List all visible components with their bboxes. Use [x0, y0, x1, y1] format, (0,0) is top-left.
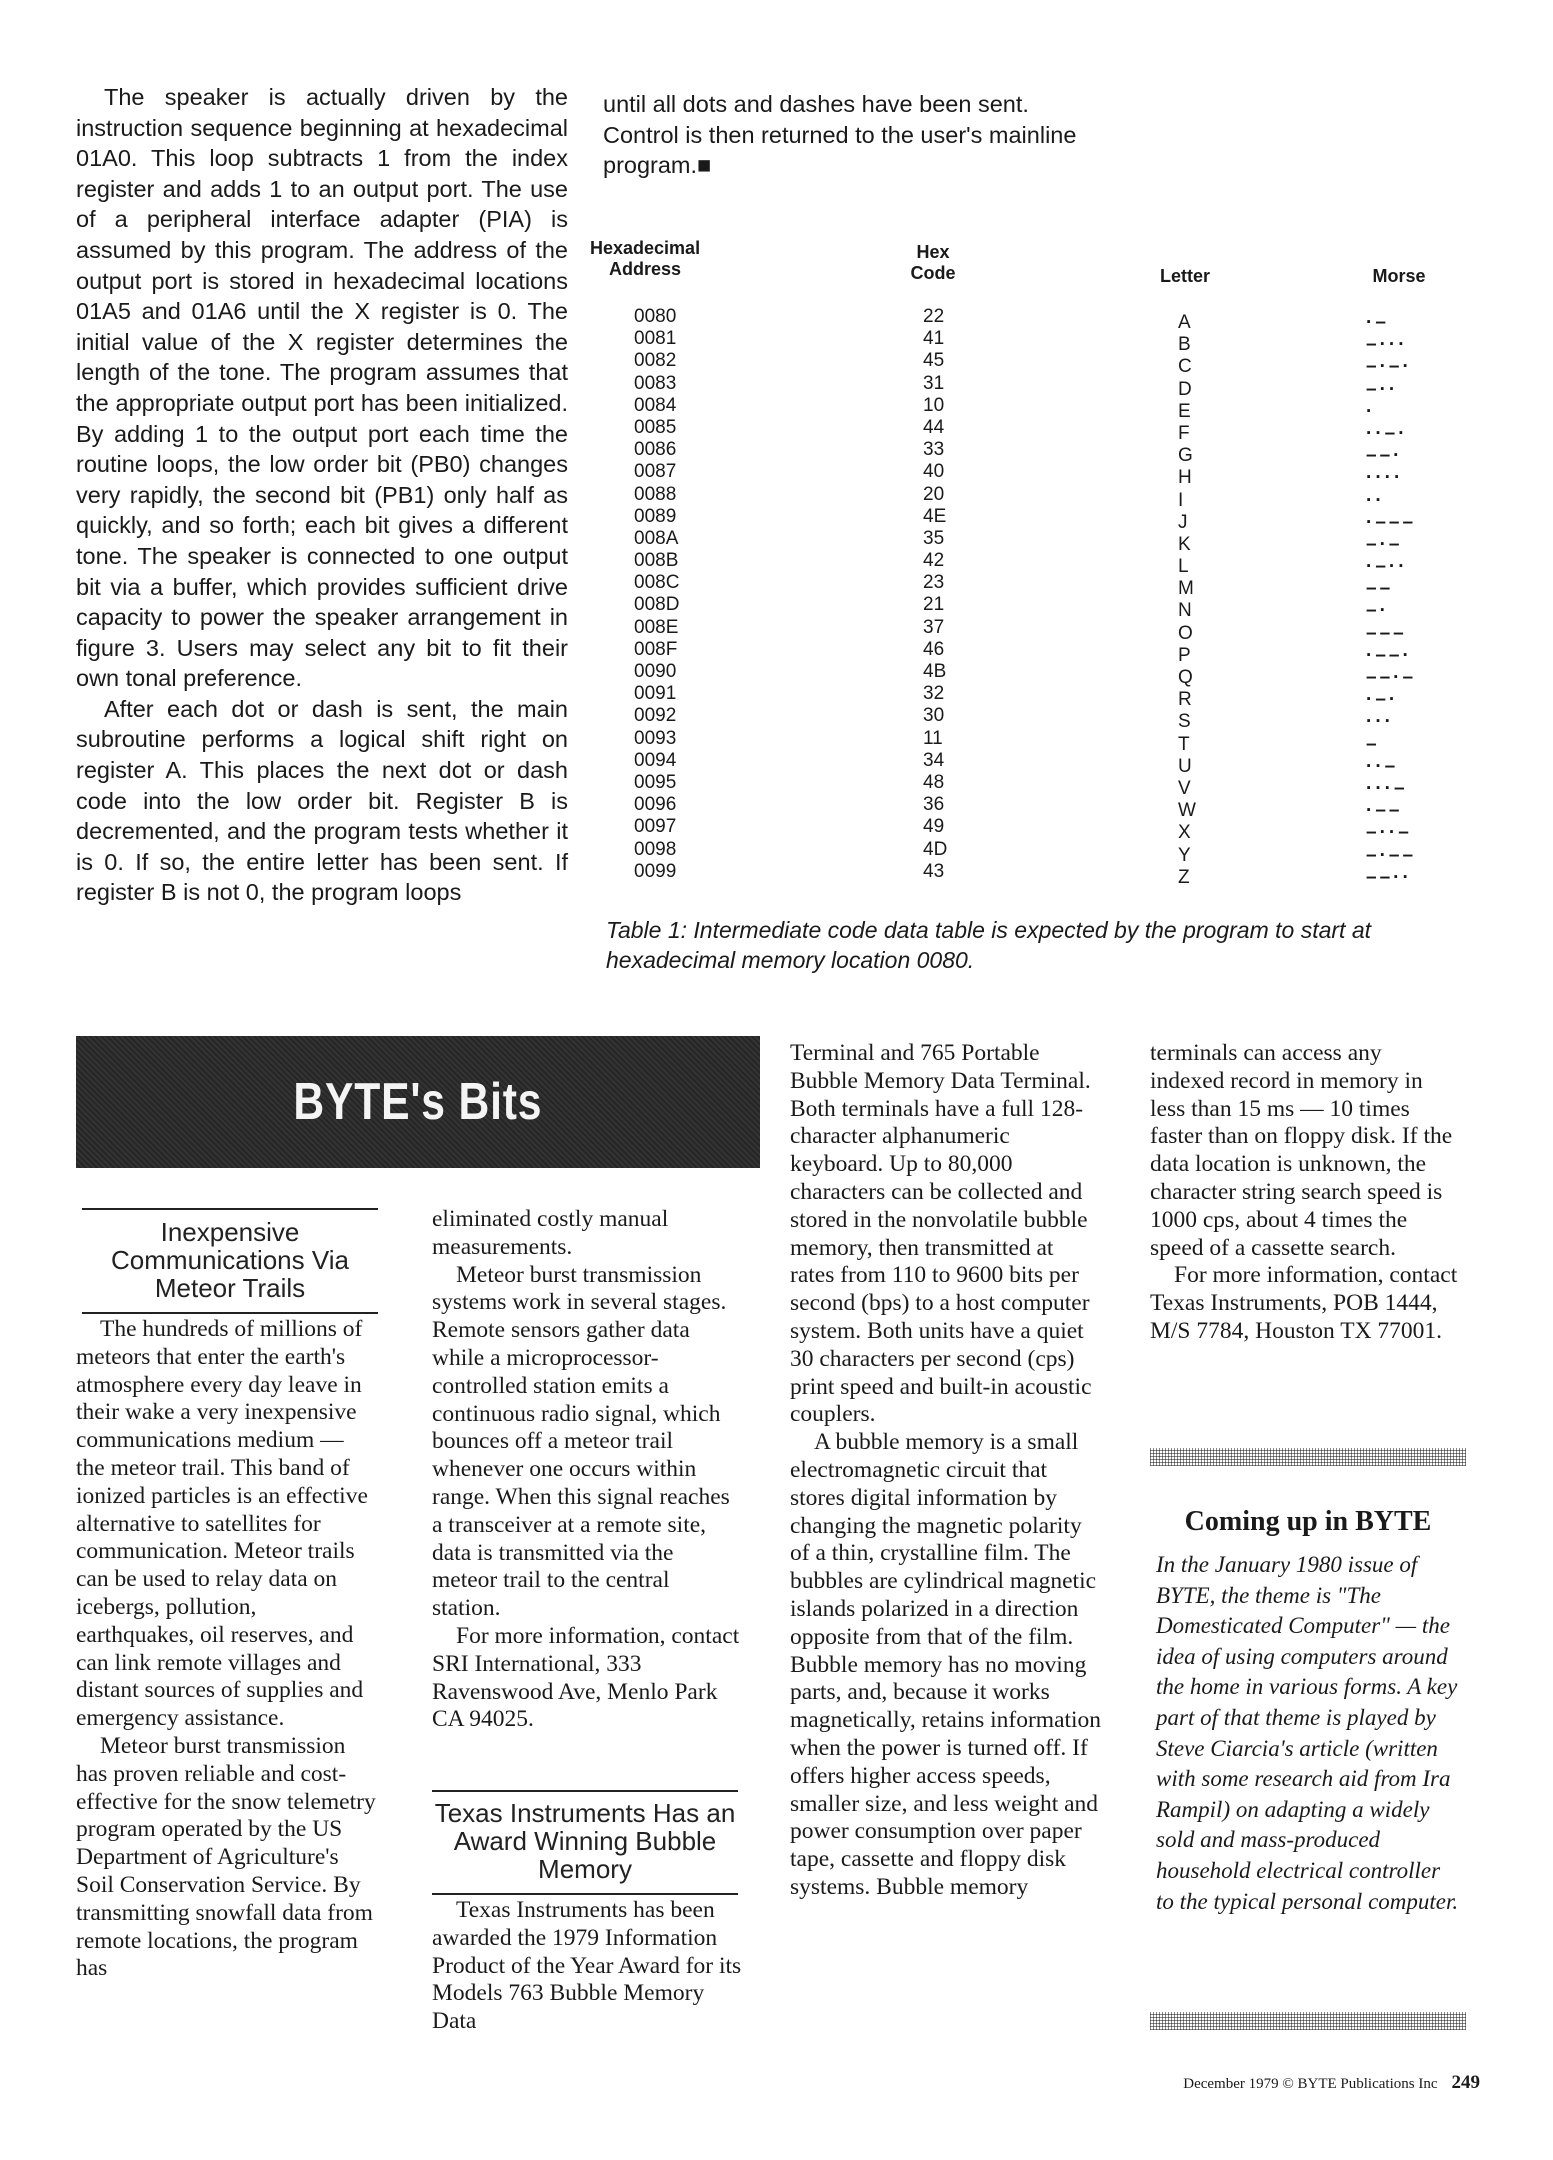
- coming-up-body: In the January 1980 issue of BYTE, the theme is "The Domesticated Computer" — the idea of using computers around the home in various forms. A key part of that theme is played by Steve Ciarcia's article (written with some research aid from Ira Rampil) on adapting a widely sold and mass-produced household electrical controller to the typical personal computer.: [1156, 1552, 1459, 1914]
- paragraph: A bubble memory is a small electromagnetic circuit that stores digital information by changing the magnetic polarity of a thin, crystalline film. The bubbles are cylindrical magnetic islands polarized in a direction opposite from that of the film. Bubble memory has no moving parts, and, because it works magnetically, retains information when the power is turned off. If offers higher access speeds, smaller size, and less weight and power consumption over paper tape, cassette and floppy disk systems. Bubble memory: [790, 1429, 1102, 1900]
- table-cell: 42: [923, 550, 945, 572]
- paragraph: Meteor burst transmission systems work in several stages. Remote sensors gather data while a microprocessor-controlled station emits a continuous radio signal, which bounces off a meteor trail whenever one occurs within range. When this signal reaches a transceiver at a remote site, data is transmitted via the meteor trail to the central station.: [432, 1261, 730, 1622]
- table-cell: 44: [923, 416, 945, 438]
- table-cell: E: [1178, 400, 1191, 422]
- table-cell: 33: [923, 439, 945, 461]
- table-cell: 30: [923, 705, 945, 727]
- table-cell: –···: [1366, 334, 1408, 356]
- article-column-2b: [432, 1897, 742, 2036]
- table-cell: 23: [923, 572, 945, 594]
- banner-title: BYTE's Bits: [293, 1073, 543, 1131]
- table-cell: T: [1178, 733, 1190, 755]
- table-cell: 008F: [634, 638, 678, 660]
- table-cell: 008E: [634, 616, 679, 638]
- table-cell: 45: [923, 350, 945, 372]
- table-cell: 0095: [634, 771, 677, 793]
- page-footer: [1100, 2072, 1480, 2094]
- table-cell: J: [1178, 511, 1188, 533]
- table-cell: 49: [923, 816, 945, 838]
- table-header-hex: Hex Code: [910, 242, 956, 283]
- paragraph: terminals can access any indexed record in memory in less than 15 ms — 10 times faster than on floppy disk. If the data location is unknown, the character string search speed is 1000 cps, about 4 times the speed of a cassette search.: [1150, 1040, 1453, 1261]
- table-cell: B: [1178, 334, 1191, 356]
- table-cell: –: [1366, 733, 1380, 755]
- table-cell: 46: [923, 638, 945, 660]
- table-cell: 0094: [634, 749, 677, 771]
- table-cell: Z: [1178, 866, 1190, 888]
- table-cell: M: [1178, 578, 1194, 600]
- divider: [432, 1893, 738, 1895]
- table-cell: I: [1178, 489, 1184, 511]
- paragraph: The hundreds of millions of meteors that enter the earth's atmosphere every day leave in their wake a very inexpensive communications medium — the meteor trail. This band of ionized particles is an effective alternative to satellites for communication. Meteor trails can be used to relay data on icebergs, pollution, earthquakes, oil reserves, and can link remote villages and distant sources of supplies and emergency assistance.: [76, 1316, 368, 1732]
- table-cell: 0081: [634, 328, 677, 350]
- paragraph: Texas Instruments has been awarded the 1979 Information Product of the Year Award for its Models 763 Bubble Memory Data: [432, 1897, 742, 2035]
- table-cell: G: [1178, 445, 1193, 467]
- article-column-3: [790, 1040, 1102, 1902]
- table-cell: ·–––: [1366, 511, 1417, 533]
- table-cell: 0086: [634, 439, 677, 461]
- table-cell: –·–: [1366, 533, 1403, 555]
- table-cell: 0087: [634, 461, 677, 483]
- letter-column: [1178, 312, 1208, 889]
- table-cell: 0092: [634, 705, 677, 727]
- table-cell: 0096: [634, 794, 677, 816]
- table-cell: 48: [923, 771, 945, 793]
- paragraph: For more information, contact Texas Instruments, POB 1444, M/S 7784, Houston TX 77001.: [1150, 1262, 1458, 1344]
- right-intro-text: [603, 89, 1103, 181]
- table-cell: 43: [923, 860, 945, 882]
- table-cell: 34: [923, 749, 945, 771]
- table-cell: ––··: [1366, 866, 1412, 888]
- table-cell: –··: [1366, 378, 1399, 400]
- address-column: [634, 306, 714, 883]
- table-cell: O: [1178, 622, 1193, 644]
- table-cell: 32: [923, 683, 945, 705]
- table-cell: 21: [923, 594, 945, 616]
- table-cell: 008D: [634, 594, 680, 616]
- table-cell: ·–··: [1366, 556, 1408, 578]
- hatched-divider: [1150, 2012, 1466, 2030]
- divider: [82, 1312, 378, 1314]
- table-cell: ·––·: [1366, 644, 1412, 666]
- table-cell: Y: [1178, 844, 1191, 866]
- table-cell: 0082: [634, 350, 677, 372]
- table-cell: D: [1178, 378, 1192, 400]
- table-cell: L: [1178, 556, 1189, 578]
- table-cell: 4D: [923, 838, 948, 860]
- footer-text: December 1979 © BYTE Publications Inc: [1183, 2076, 1438, 2092]
- table-cell: Q: [1178, 667, 1193, 688]
- article-column-4: [1150, 1040, 1460, 1346]
- table-cell: A: [1178, 312, 1191, 333]
- table-cell: P: [1178, 644, 1191, 666]
- table-cell: 008A: [634, 527, 679, 549]
- table-cell: ··–·: [1366, 422, 1408, 444]
- table-cell: 37: [923, 616, 945, 638]
- paragraph: eliminated costly manual measurements.: [432, 1206, 669, 1260]
- table-cell: ––: [1366, 578, 1394, 600]
- table-caption: Table 1: Intermediate code data table is expected by the program to start at hexadecimal memory location 0080.: [606, 917, 1371, 973]
- table-cell: –·–·: [1366, 356, 1412, 378]
- table-cell: 0098: [634, 838, 677, 860]
- table-cell: 31: [923, 372, 945, 394]
- article-column-2: [432, 1206, 742, 1734]
- table-cell: C: [1178, 356, 1192, 378]
- table-cell: 0083: [634, 372, 677, 394]
- table-cell: ·: [1366, 400, 1376, 422]
- table-cell: N: [1178, 600, 1192, 622]
- left-column-text: [76, 82, 568, 908]
- table-cell: –––: [1366, 622, 1407, 644]
- table-cell: 40: [923, 461, 945, 483]
- table-cell: 0084: [634, 394, 677, 416]
- table-cell: ··: [1366, 489, 1385, 511]
- table-cell: –·––: [1366, 844, 1417, 866]
- table-cell: 35: [923, 527, 945, 549]
- table-cell: 0088: [634, 483, 677, 505]
- paragraph: Meteor burst transmission has proven reliable and cost-effective for the snow telemetry program operated by the US Department of Agriculture's Soil Conservation Service. By transmitting snowfall data from remote locations, the program has: [76, 1732, 376, 1982]
- table-cell: 0093: [634, 727, 677, 749]
- table-cell: R: [1178, 689, 1192, 711]
- table-cell: 0080: [634, 306, 677, 327]
- morse-code-table: [590, 238, 1470, 888]
- article-column-1: [76, 1316, 378, 1983]
- divider: [82, 1208, 378, 1210]
- table-cell: 0099: [634, 860, 677, 882]
- table-cell: S: [1178, 711, 1191, 733]
- divider: [432, 1790, 738, 1792]
- table-cell: K: [1178, 533, 1191, 555]
- table-cell: ··–: [1366, 755, 1399, 777]
- page-number: 249: [1451, 2072, 1480, 2093]
- table-cell: 008B: [634, 550, 679, 572]
- table-cell: 4E: [923, 505, 947, 527]
- table-header-address: Hexadecimal Address: [590, 238, 701, 279]
- paragraph: After each dot or dash is sent, the main subroutine performs a logical shift right on register A. This places the next dot or dash code into the low order bit. Register B is decremented, and the program tests whether it is 0. If so, the entire letter has been sent. If register B is not 0, the program loops: [76, 695, 568, 906]
- table-cell: 0097: [634, 816, 677, 838]
- table-cell: ·–: [1366, 312, 1389, 333]
- table-cell: 4B: [923, 661, 947, 682]
- article-headline: Texas Instruments Has an Award Winning Bubble Memory: [434, 1798, 736, 1884]
- paragraph: Terminal and 765 Portable Bubble Memory Data Terminal. Both terminals have a full 128-character alphanumeric keyboard. Up to 80,000 characters can be collected and stored in the nonvolatile bubble memory, then transmitted at rates from 110 to 9600 bits per second (bps) to a host computer system. Both units have a quiet 30 characters per second (cps) print speed and built-in acoustic couplers.: [790, 1040, 1092, 1428]
- hatched-divider: [1150, 1448, 1466, 1466]
- paragraph: For more information, contact SRI International, 333 Ravenswood Ave, Menlo Park CA 94025.: [432, 1622, 740, 1733]
- table-cell: 0090: [634, 661, 677, 682]
- table-cell: 41: [923, 328, 945, 350]
- table-cell: X: [1178, 822, 1191, 844]
- table-cell: ·–·: [1366, 689, 1399, 711]
- morse-column: [1366, 312, 1466, 889]
- article-headline: Inexpensive Communications Via Meteor Trails: [111, 1217, 349, 1303]
- bytes-bits-banner: [76, 1036, 760, 1168]
- table-cell: 10: [923, 394, 945, 416]
- table-cell: –··–: [1366, 822, 1412, 844]
- table-cell: –·: [1366, 600, 1389, 622]
- table-cell: ·––: [1366, 800, 1403, 822]
- table-cell: ···: [1366, 711, 1394, 733]
- table-cell: 20: [923, 483, 945, 505]
- table-cell: 22: [923, 306, 945, 327]
- hex-code-column: [923, 306, 973, 883]
- table-cell: 0089: [634, 505, 677, 527]
- table-cell: ––·–: [1366, 667, 1417, 688]
- table-cell: U: [1178, 755, 1192, 777]
- table-cell: ···–: [1366, 777, 1408, 799]
- table-cell: W: [1178, 800, 1196, 822]
- paragraph: until all dots and dashes have been sent. Control is then returned to the user's mainline program.■: [603, 91, 1077, 179]
- table-cell: V: [1178, 777, 1191, 799]
- paragraph: The speaker is actually driven by the instruction sequence beginning at hexadecimal 01A0. This loop subtracts 1 from the index register and adds 1 to an output port. The use of a peripheral interface adapter (PIA) is assumed by this program. The address of the output port is stored in hexadecimal locations 01A5 and 01A6 until the X register is 0. The initial value of the X register determines the length of the tone. The program assumes that the appropriate output port has been initialized. By adding 1 to the output port each time the routine loops, the low order bit (PB0) changes very rapidly, the second bit (PB1) only half as quickly, and so forth; each bit gives a different tone. The speaker is connected to one output bit via a buffer, which provides sufficient drive capacity to power the speaker arrangement in figure 3. Users may select any bit to fit their own tonal preference.: [76, 84, 568, 692]
- table-cell: ····: [1366, 467, 1404, 489]
- table-cell: 36: [923, 794, 945, 816]
- table-cell: F: [1178, 422, 1190, 444]
- table-header-morse: Morse: [1372, 266, 1426, 286]
- table-cell: 0091: [634, 683, 677, 705]
- table-header-letter: Letter: [1159, 266, 1210, 286]
- table-cell: 0085: [634, 416, 677, 438]
- table-cell: 11: [923, 727, 943, 749]
- table-cell: H: [1178, 467, 1192, 489]
- coming-up-title: Coming up in BYTE: [1184, 1506, 1432, 1537]
- table-cell: 008C: [634, 572, 680, 594]
- table-cell: ––·: [1366, 445, 1403, 467]
